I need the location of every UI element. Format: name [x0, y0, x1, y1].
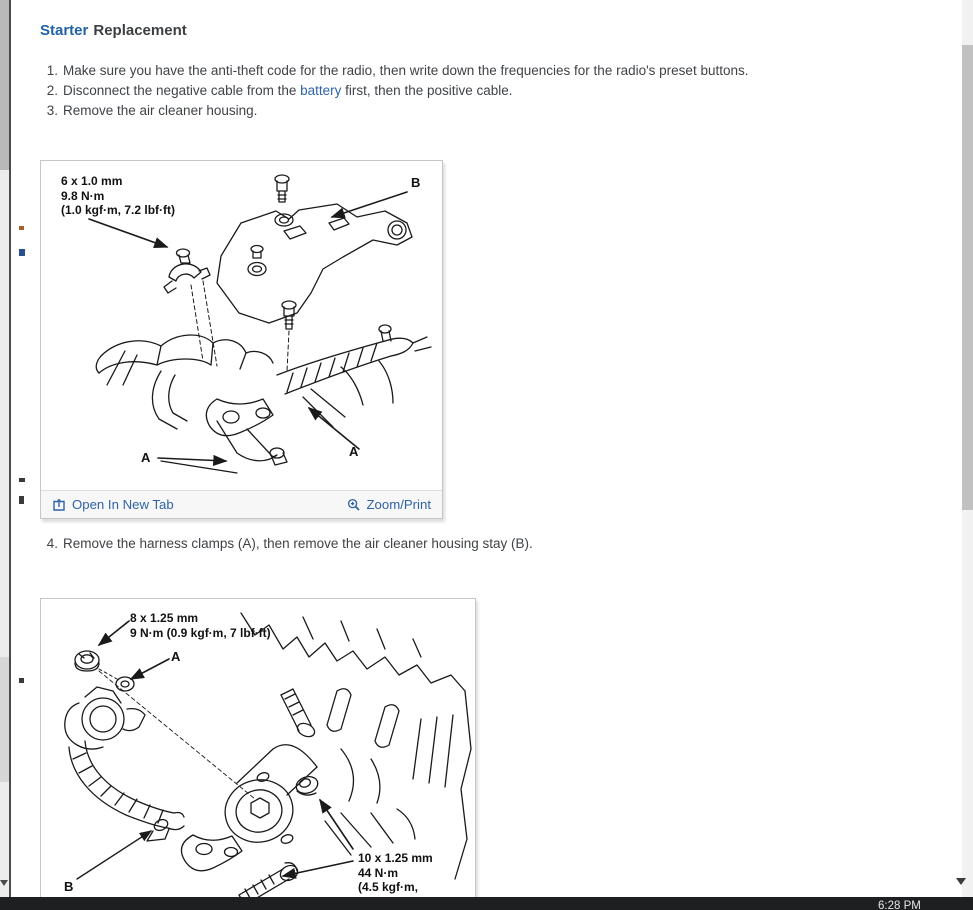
step-text: Disconnect the negative cable from the — [63, 83, 301, 98]
page-title — [40, 22, 187, 39]
figure-starter-mounting — [40, 598, 476, 910]
scrollbar-thumb[interactable] — [962, 45, 973, 510]
figure1-toolbar — [41, 490, 442, 518]
open-in-new-tab-link[interactable]: Open In New Tab — [52, 497, 174, 512]
open-in-new-tab-icon — [52, 498, 66, 512]
list-item — [40, 61, 748, 81]
torque-spec-label: 10 x 1.25 mm 44 N·m (4.5 kgf·m, — [358, 851, 433, 894]
instruction-list — [40, 61, 748, 121]
taskbar-clock[interactable]: 6:28 PM — [878, 900, 921, 910]
left-scrollbar-thumb[interactable] — [0, 0, 9, 170]
callout-a-label: A — [349, 444, 359, 459]
window-divider-line — [9, 0, 11, 910]
list-item: 2. Disconnect the negative cable from the battery first, then the positive cable. — [40, 81, 748, 101]
magnifier-plus-icon — [347, 498, 361, 512]
torque-spec-label: 8 x 1.25 mm 9 N·m (0.9 kgf·m, 7 lbf·ft) — [130, 611, 271, 640]
step-number: 4. — [46, 536, 58, 551]
callout-a-label: A — [171, 649, 181, 664]
content-sliver — [19, 226, 24, 230]
battery-link[interactable]: battery — [300, 83, 342, 98]
step-text: Make sure you have the anti-theft code for the radio, then write down the frequencies for the radio's preset buttons. — [63, 63, 749, 78]
page-title-primary: Starter — [40, 22, 89, 39]
zoom-print-link[interactable]: Zoom/Print — [347, 497, 432, 512]
callout-a-label: A — [141, 450, 151, 465]
taskbar[interactable] — [0, 897, 973, 910]
step-text: Remove the air cleaner housing. — [63, 103, 258, 118]
left-window-edge-scrollbar[interactable] — [0, 0, 9, 910]
step-number: 2. — [46, 83, 58, 98]
callout-b-label: B — [64, 879, 74, 894]
figure-air-cleaner-stay — [40, 160, 443, 519]
step-number: 1. — [46, 63, 58, 78]
scroll-down-arrow-icon[interactable] — [956, 878, 966, 885]
figure1-diagram — [41, 161, 442, 490]
step-text: Remove the harness clamps (A), then remove the air cleaner housing stay (B). — [63, 536, 533, 551]
left-scroll-down-arrow-icon[interactable] — [0, 880, 8, 886]
page-title-secondary: Replacement — [93, 22, 187, 39]
content-sliver — [19, 249, 25, 256]
callout-b-label: B — [411, 175, 421, 190]
content-sliver — [19, 478, 25, 482]
list-item — [40, 534, 533, 554]
content-sliver — [19, 496, 24, 504]
left-scrollbar-segment — [0, 657, 9, 782]
figure2-diagram — [41, 599, 475, 910]
torque-spec-label: 6 x 1.0 mm 9.8 N·m (1.0 kgf·m, 7.2 lbf·ft) — [61, 174, 176, 217]
step-number: 3. — [46, 103, 58, 118]
page-scrollbar[interactable] — [962, 0, 973, 897]
content-sliver — [19, 678, 24, 683]
list-item — [40, 101, 748, 121]
